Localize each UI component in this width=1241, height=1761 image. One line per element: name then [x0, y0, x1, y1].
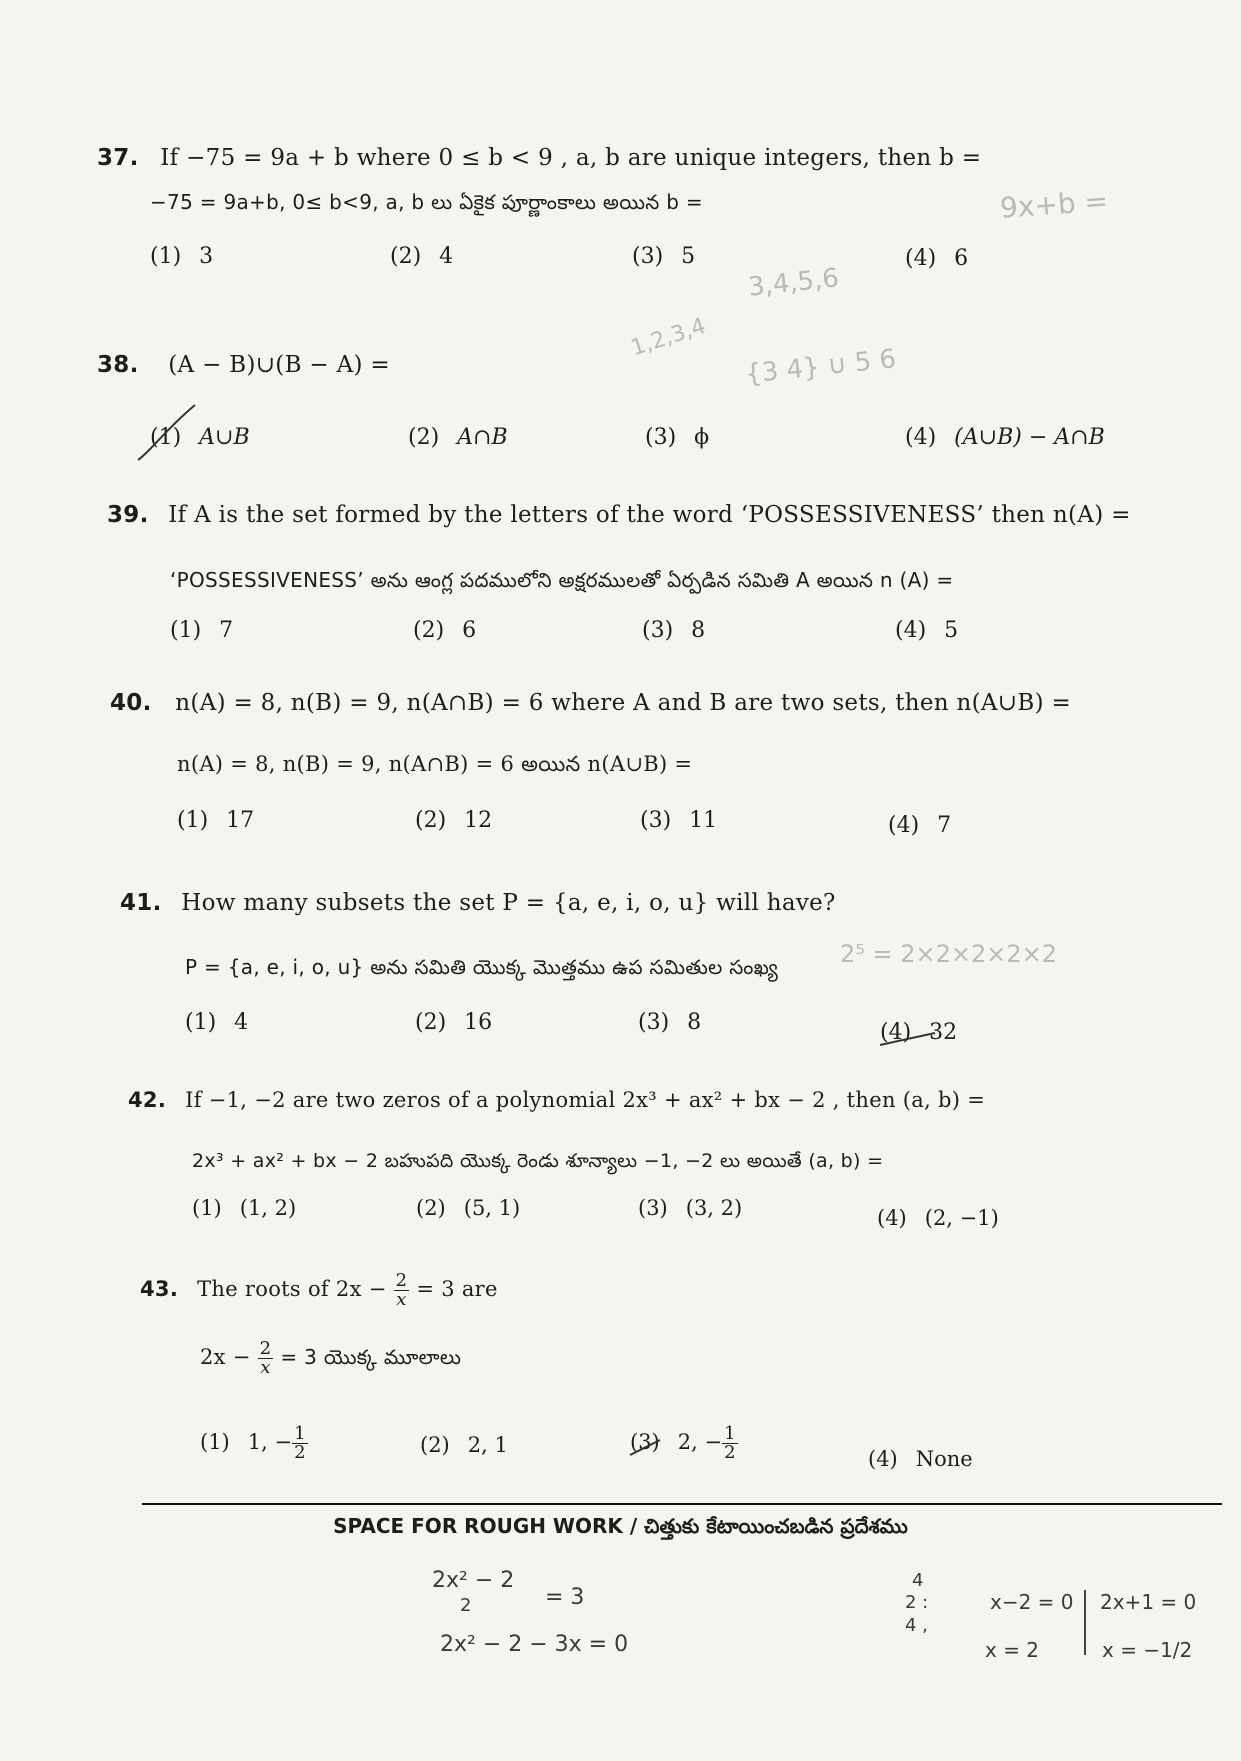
question-39-telugu: ‘POSSESSIVENESS’ అను ఆంగ్ల పదములోని అక్షరములతో ఏర్పడిన సమితి A అయిన n (A) = — [170, 568, 954, 592]
question-number: 39. — [107, 502, 149, 528]
option-2[interactable]: (2) (5, 1) — [416, 1196, 521, 1220]
tick-mark-38 — [138, 405, 195, 460]
fraction: $\frac{1}{2}$ — [724, 1423, 736, 1463]
question-text: n(A) = 8, n(B) = 9, n(A∩B) = 6 where A and B are two sets, then n(A∪B) = — [175, 690, 1072, 716]
option-3[interactable]: (3) (3, 2) — [638, 1196, 743, 1220]
handwritten-note: 9x+b = — [998, 184, 1110, 225]
fraction: $\frac{2}{x}$ — [395, 1270, 408, 1310]
option-1[interactable]: (1) 4 — [185, 1010, 249, 1035]
handwritten-note: 2x² − 2 — [432, 1568, 515, 1593]
handwritten-note: 2 — [460, 1595, 472, 1616]
option-2[interactable]: (2) 16 — [415, 1010, 493, 1035]
question-number: 41. — [120, 890, 162, 916]
question-text: If A is the set formed by the letters of the word ‘POSSESSIVENESS’ then n(A) = — [168, 502, 1131, 528]
question-number: 37. — [97, 145, 139, 171]
handwritten-note: 3,4,5,6 — [746, 263, 841, 303]
rough-work-heading: SPACE FOR ROUGH WORK / చిత్తుకు కేటాయించబడిన ప్రదేశము — [333, 1514, 908, 1538]
option-4[interactable]: (4) (2, −1) — [877, 1206, 999, 1230]
question-number: 40. — [110, 690, 152, 716]
option-1[interactable]: (1) (1, 2) — [192, 1196, 297, 1220]
option-3[interactable]: (3) 8 — [638, 1010, 702, 1035]
option-1[interactable]: (1) 7 — [170, 618, 234, 643]
question-text: If −1, −2 are two zeros of a polynomial 2x³ + ax² + bx − 2 , then (a, b) = — [185, 1088, 986, 1112]
handwritten-note: 2x+1 = 0 — [1100, 1590, 1197, 1614]
option-1[interactable]: (1) A∪B — [150, 425, 250, 450]
tick-mark-43 — [630, 1440, 660, 1455]
question-number: 43. — [140, 1277, 179, 1301]
option-3[interactable]: (3) 8 — [642, 618, 706, 643]
question-41-telugu: P = {a, e, i, o, u} అను సమితి యొక్క మొత్తము ఉప సమితుల సంఖ్య — [185, 955, 779, 979]
option-4[interactable]: (4) None — [868, 1447, 973, 1471]
tick-mark-41 — [880, 1033, 935, 1045]
question-40-telugu: n(A) = 8, n(B) = 9, n(A∩B) = 6 అయిన n(A∪B) = — [177, 752, 693, 776]
option-2[interactable]: (2) 4 — [390, 244, 454, 269]
option-4[interactable]: (4) 5 — [895, 618, 959, 643]
option-4[interactable]: (4) 6 — [905, 246, 969, 271]
option-4[interactable]: (4) 7 — [888, 813, 952, 838]
question-43-english: 43. The roots of 2x − $\frac{2}{x}$ = 3 are — [140, 1270, 498, 1310]
question-text: If −75 = 9a + b where 0 ≤ b < 9 , a, b are unique integers, then b = — [160, 145, 982, 171]
option-2[interactable]: (2) A∩B — [408, 425, 508, 450]
fraction: $\frac{2}{x}$ — [259, 1338, 272, 1378]
option-2[interactable]: (2) 2, 1 — [420, 1433, 508, 1457]
option-1[interactable]: (1) 17 — [177, 808, 255, 833]
option-3[interactable]: (3) 2, − $\frac{1}{2}$ — [630, 1423, 736, 1463]
handwritten-note: {3 4} ∪ 5 6 — [743, 344, 898, 390]
question-number: 38. — [97, 352, 139, 378]
handwritten-note: = 3 — [545, 1585, 585, 1610]
question-42-telugu: 2x³ + ax² + bx − 2 బహుపది యొక్క రెండు శూన్యాలు −1, −2 లు అయితే (a, b) = — [192, 1150, 884, 1172]
fraction: $\frac{1}{2}$ — [294, 1423, 306, 1463]
option-1[interactable]: (1) 3 — [150, 244, 214, 269]
option-3[interactable]: (3) 5 — [632, 244, 696, 269]
question-text: How many subsets the set P = {a, e, i, o, u} will have? — [181, 890, 836, 916]
handwritten-note: 1,2,3,4 — [628, 313, 709, 362]
option-3[interactable]: (3) 11 — [640, 808, 718, 833]
option-4[interactable]: (4) 32 — [880, 1020, 958, 1045]
handwritten-note: x−2 = 0 — [990, 1590, 1074, 1614]
option-2[interactable]: (2) 6 — [413, 618, 477, 643]
question-43-telugu: 2x − $\frac{2}{x}$ = 3 యొక్క మూలాలు — [200, 1338, 462, 1378]
option-4[interactable]: (4) (A∪B) − A∩B — [905, 425, 1105, 450]
handwritten-note: x = 2 — [985, 1638, 1040, 1662]
handwritten-note: 4 — [912, 1570, 924, 1591]
handwritten-note: 2⁵ = 2×2×2×2×2 — [840, 940, 1058, 968]
option-1[interactable]: (1) 1, − $\frac{1}{2}$ — [200, 1423, 306, 1463]
question-number: 42. — [128, 1088, 167, 1112]
handwritten-note: 4 , — [905, 1615, 928, 1636]
question-37-telugu: −75 = 9a+b, 0≤ b<9, a, b లు ఏకైక పూర్ణాంకాలు అయిన b = — [150, 190, 703, 214]
handwritten-note: 2x² − 2 − 3x = 0 — [440, 1632, 629, 1657]
handwritten-note: 2 : — [905, 1592, 929, 1613]
handwritten-note: x = −1/2 — [1102, 1638, 1193, 1662]
option-2[interactable]: (2) 12 — [415, 808, 493, 833]
option-3[interactable]: (3) ϕ — [645, 425, 710, 450]
question-text: (A − B)∪(B − A) = — [168, 352, 390, 378]
